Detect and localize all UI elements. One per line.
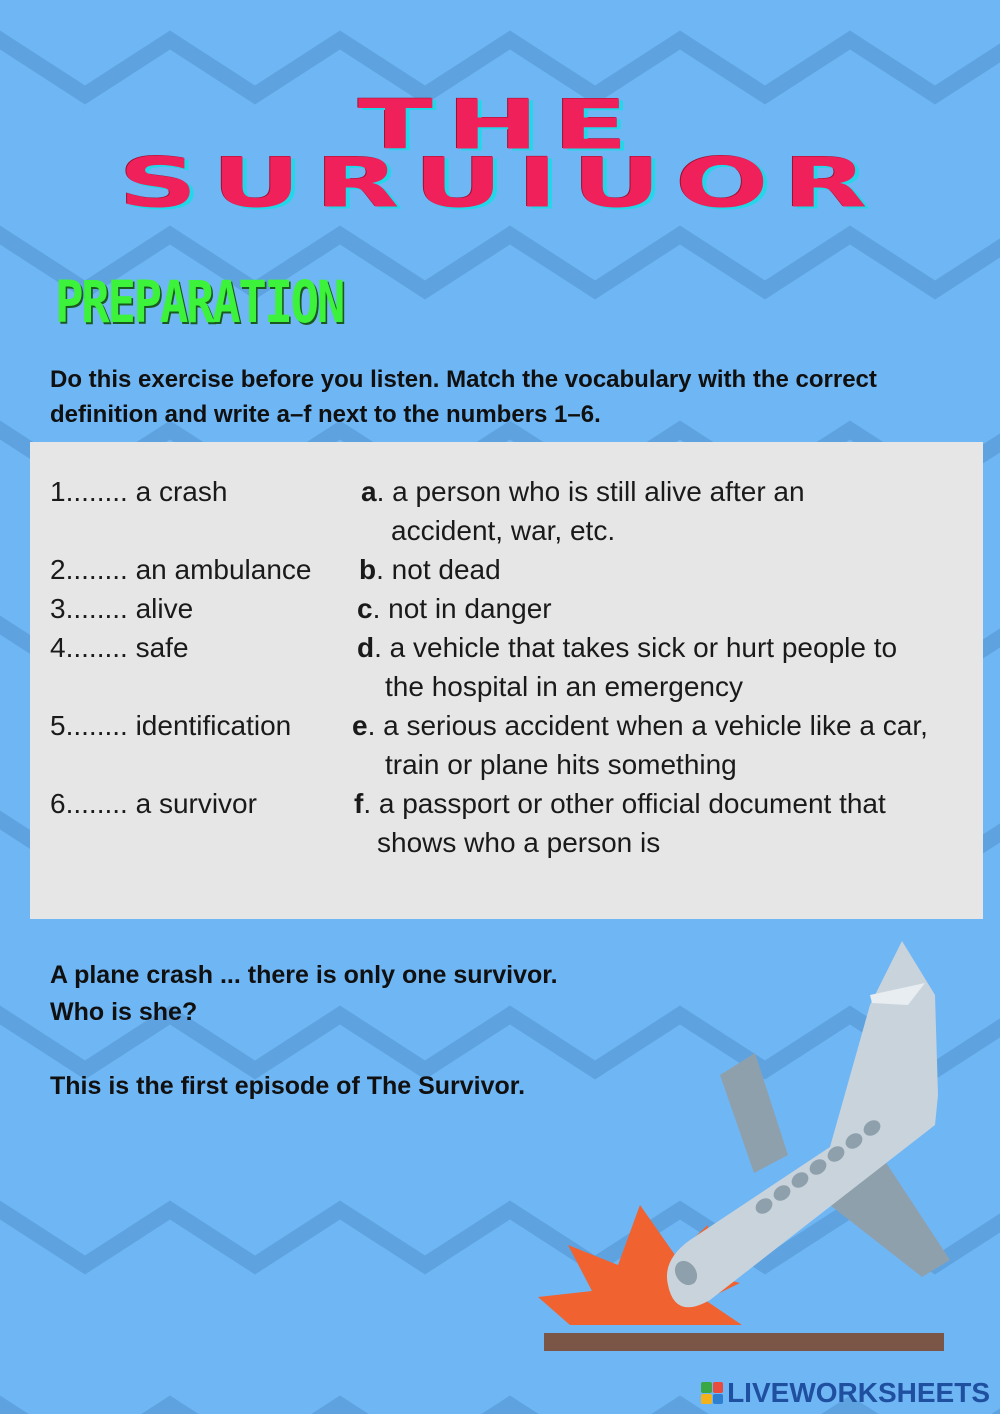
definition-continuation: shows who a person is bbox=[377, 827, 661, 858]
intro-episode: This is the first episode of The Survivor. bbox=[50, 1072, 526, 1100]
definition-letter: b bbox=[359, 554, 377, 585]
definition-letter: f bbox=[354, 788, 364, 819]
watermark-text: LIVEWORKSHEETS bbox=[727, 1377, 990, 1408]
vocab-definition bbox=[354, 784, 886, 823]
section-heading: PREPARATION bbox=[55, 268, 343, 336]
title-line-2: SURUIUOR bbox=[118, 143, 882, 223]
vocab-definition bbox=[359, 550, 501, 589]
ground-line bbox=[544, 1333, 944, 1351]
vocabulary-panel bbox=[30, 442, 983, 919]
definition-text: . not dead bbox=[376, 554, 501, 585]
plane-tail-fin bbox=[720, 1053, 788, 1173]
intro-line: A plane crash ... there is only one survivor. bbox=[50, 961, 558, 989]
vocab-term[interactable]: 6........ a survivor bbox=[50, 788, 257, 819]
vocab-definition bbox=[357, 589, 552, 628]
instructions: Do this exercise before you listen. Match the vocabulary with the correct definition and write a–f next to the numbers 1–6. bbox=[50, 366, 877, 428]
definition-letter: a bbox=[361, 476, 377, 507]
vocab-definition bbox=[357, 628, 897, 667]
definition-text: . a passport or other official document that bbox=[363, 788, 886, 819]
vocab-term[interactable]: 3........ alive bbox=[50, 593, 194, 624]
vocab-term[interactable]: 5........ identification bbox=[50, 710, 292, 741]
definition-continuation: the hospital in an emergency bbox=[385, 671, 743, 702]
title-line-1: THE bbox=[357, 85, 643, 165]
definition-text: . a vehicle that takes sick or hurt people to bbox=[374, 632, 898, 663]
liveworksheets-logo-icon bbox=[701, 1382, 723, 1404]
vocab-definition bbox=[352, 706, 928, 745]
liveworksheets-watermark[interactable] bbox=[701, 1376, 990, 1410]
vocab-term[interactable]: 4........ safe bbox=[50, 632, 189, 663]
definition-text: . a person who is still alive after an bbox=[376, 476, 805, 507]
definition-text: . a serious accident when a vehicle like a car, bbox=[367, 710, 928, 741]
vocab-term[interactable]: 2........ an ambulance bbox=[50, 554, 312, 585]
definition-letter: c bbox=[357, 593, 373, 624]
vocab-definition bbox=[361, 472, 805, 511]
definition-letter: e bbox=[352, 710, 368, 741]
vocab-term[interactable]: 1........ a crash bbox=[50, 476, 228, 507]
definition-continuation: accident, war, etc. bbox=[391, 515, 616, 546]
definition-continuation: train or plane hits something bbox=[385, 749, 737, 780]
plane-crash-icon bbox=[530, 925, 1000, 1360]
intro-question: Who is she? bbox=[50, 998, 198, 1026]
definition-text: . not in danger bbox=[372, 593, 552, 624]
definition-letter: d bbox=[357, 632, 375, 663]
